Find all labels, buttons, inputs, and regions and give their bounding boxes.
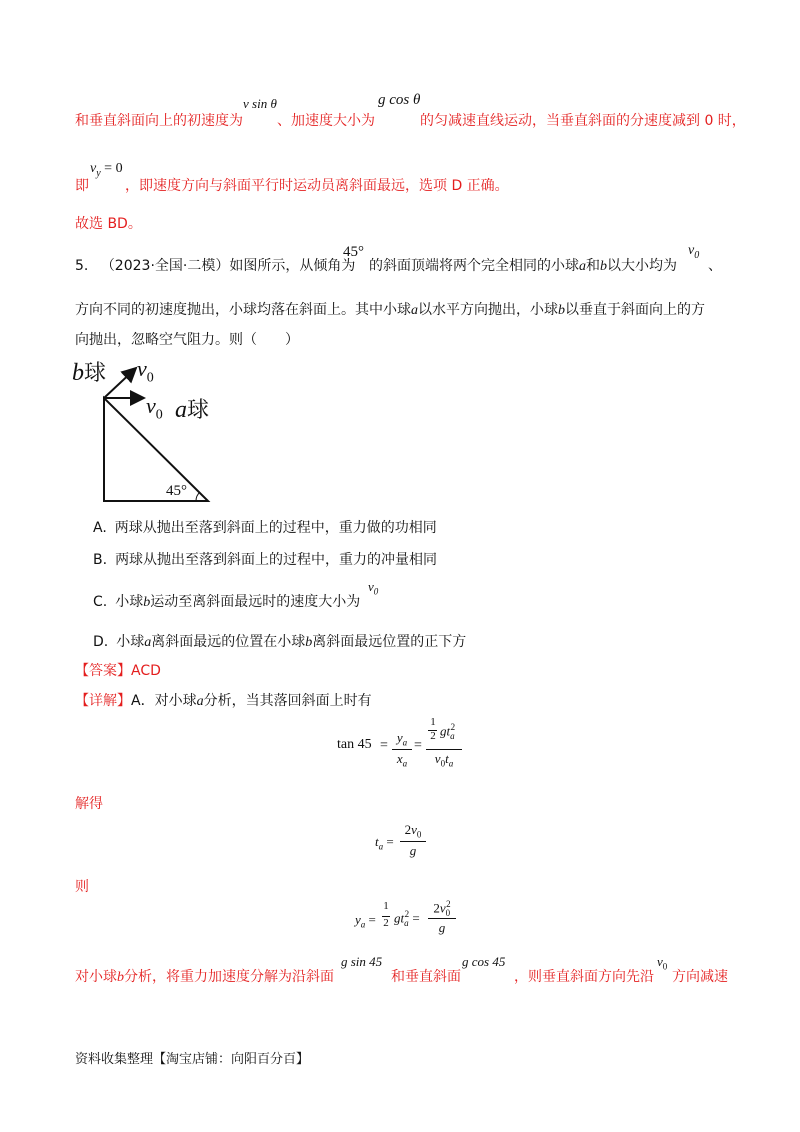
- label-b-v0: $v_0$: [137, 356, 154, 386]
- eq3-den: g: [438, 920, 446, 935]
- text-line-2: ，即速度方向与斜面平行时运动员离斜面最远，选项 D 正确。: [125, 178, 509, 194]
- text-segment: 和垂直斜面向上的初速度为: [75, 113, 243, 129]
- eq2-num: $2v_0$: [404, 822, 422, 840]
- detail-last-line-b: 和垂直斜面: [391, 969, 461, 985]
- formula-g-cos-theta: g cos θ: [378, 92, 421, 108]
- eq1-half-num: 1: [430, 716, 436, 728]
- formula-vy-zero: $v_y = 0$: [90, 161, 123, 179]
- question-line-1: 5. （2023·全国·二模）如图所示，从倾角为: [75, 258, 356, 274]
- question-line-2: 方向不同的初速度抛出，小球均落在斜面上。其中小球a以水平方向抛出，小球b以垂直于斜面向上的方: [75, 302, 705, 318]
- text-line-2-start: 即: [75, 178, 89, 194]
- eq3-bar: [428, 918, 456, 919]
- detail-then: 则: [75, 879, 89, 895]
- detail-solve: 解得: [75, 796, 103, 812]
- formula-g-sin45: g sin 45: [341, 954, 383, 969]
- eq3-lhs: $y_a$ =: [355, 912, 376, 930]
- detail-intro: 【详解】A．对小球a分析，当其落回斜面上时有: [75, 693, 372, 709]
- eq3-gt: $gt_a^2$ =: [394, 909, 420, 928]
- option-b[interactable]: B. 两球从抛出至落到斜面上的过程中，重力的冲量相同: [93, 552, 438, 568]
- eq1-ya: $y_a$: [396, 730, 408, 748]
- eq3-num: $2v_0^2$: [433, 899, 451, 918]
- question-line-3: 向抛出，忽略空气阻力。则（ ）: [75, 332, 299, 348]
- formula-g-cos45: g cos 45: [462, 954, 506, 969]
- option-c[interactable]: C. 小球b运动至离斜面最远时的速度大小为: [93, 594, 361, 610]
- answer: 【答案】ACD: [75, 663, 161, 679]
- formula-v-sin-theta: v sin θ: [243, 96, 277, 111]
- formula-last-v0: $v_0$: [657, 954, 668, 972]
- eq2-den: g: [409, 843, 417, 858]
- label-angle-45: 45°: [166, 483, 187, 499]
- eq1-half-den: 2: [430, 730, 436, 742]
- text-line-1: [75, 110, 243, 130]
- formula-v0: $v_0$: [688, 243, 700, 261]
- angle-45: 45°: [343, 244, 364, 260]
- eq1-bar-2: [426, 749, 462, 750]
- eq1-lhs: tan 45: [337, 737, 372, 752]
- label-b-ball: b球: [72, 360, 107, 386]
- eq2-lhs: $t_a$ =: [375, 834, 394, 852]
- previous-conclusion: 故选 BD。: [75, 216, 142, 232]
- eq3-half-den: 2: [383, 917, 389, 929]
- footer-source: 资料收集整理【淘宝店铺：向阳百分百】: [75, 1052, 310, 1067]
- text-line-1c: 的匀减速直线运动，当垂直斜面的分速度减到 0 时，: [420, 113, 746, 129]
- eq1-bar-1: [392, 749, 412, 750]
- detail-last-line-c: ，则垂直斜面方向先沿: [514, 969, 654, 985]
- detail-last-line: 对小球b分析，将重力加速度分解为沿斜面: [75, 969, 334, 985]
- detail-last-line-d: 方向减速: [672, 969, 728, 985]
- eq1-equals: =: [380, 738, 388, 753]
- label-a-v0: $v_0$: [146, 393, 163, 423]
- label-a-ball: a球: [175, 397, 210, 423]
- text-line-1b: 、加速度大小为: [277, 113, 375, 129]
- option-a[interactable]: A. 两球从抛出至落到斜面上的过程中，重力做的功相同: [93, 520, 437, 536]
- eq1-xa: $x_a$: [396, 751, 408, 769]
- eq3-half-num: 1: [383, 900, 389, 912]
- eq1-equals-2: =: [414, 738, 422, 753]
- question-line-1d: 、: [708, 258, 722, 274]
- eq1-gt: $gt_a^2$: [440, 722, 456, 741]
- option-c-v0: $v_0$: [368, 579, 379, 597]
- eq1-v0ta: $v_0t_a$: [434, 751, 454, 769]
- question-line-1b: 的斜面顶端将两个完全相同的小球a和b以大小均为: [369, 258, 677, 274]
- eq2-bar: [400, 841, 426, 842]
- arrow-b-velocity: [104, 368, 136, 398]
- option-d[interactable]: D. 小球a离斜面最远的位置在小球b离斜面最远位置的正下方: [93, 634, 467, 650]
